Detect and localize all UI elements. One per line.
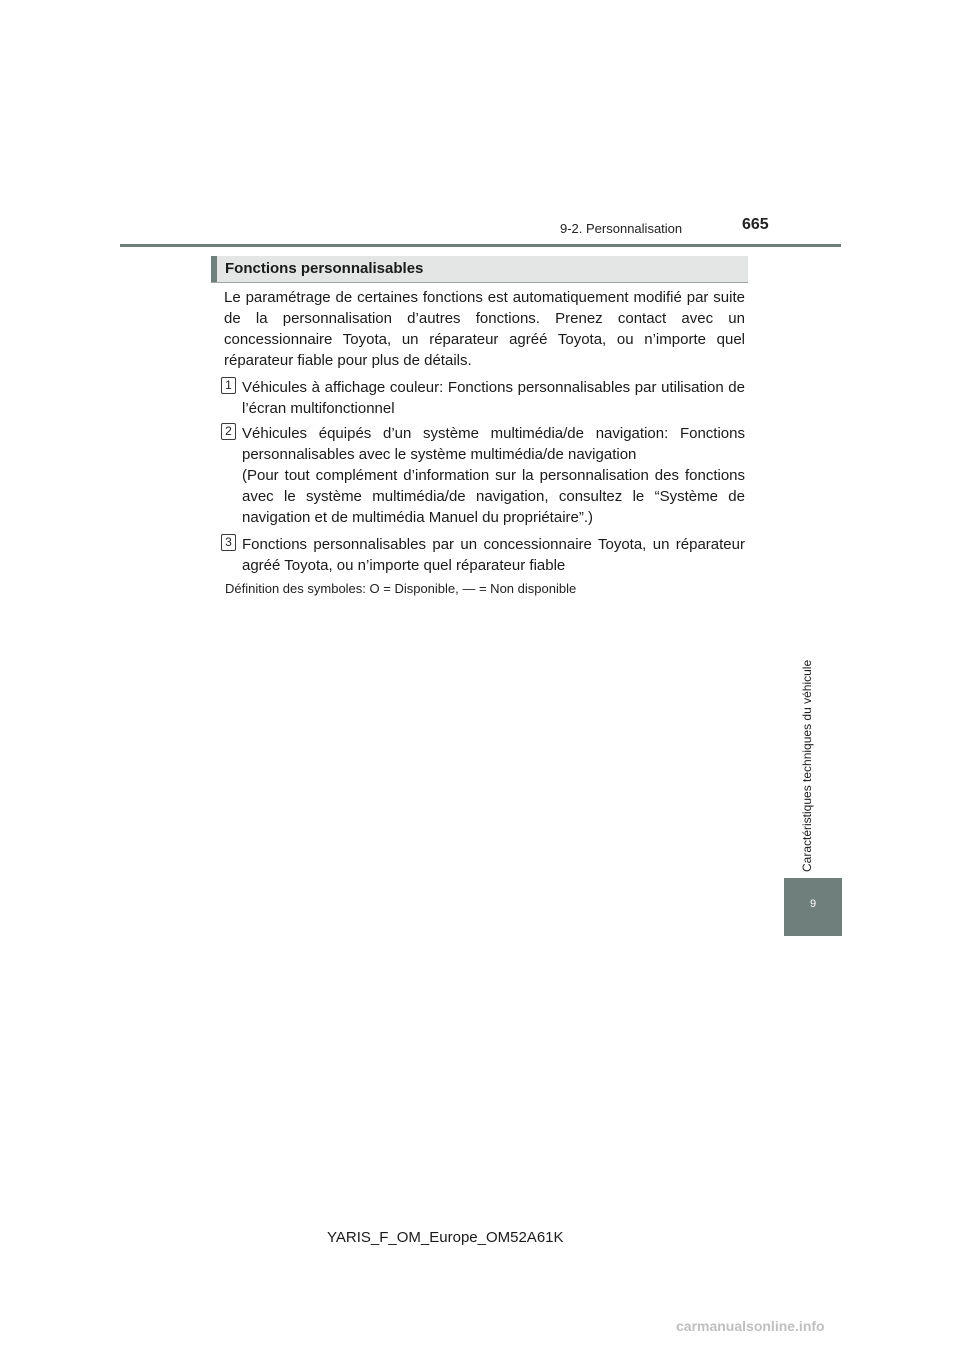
item-number-badge: 3 [221, 534, 236, 551]
item-number-badge: 2 [221, 423, 236, 440]
chapter-number: 9 [809, 898, 817, 910]
section-heading [211, 256, 748, 282]
header-rule [120, 244, 841, 247]
section-heading-title: Fonctions personnalisables [225, 260, 424, 277]
list-item-1: Véhicules à affichage couleur: Fonctions personnalisables par utilisation de l’écran multifonctionnel [242, 379, 745, 417]
intro-paragraph: Le paramétrage de certaines fonctions est automatiquement modifié par suite de la personnalisation d’autres fonctions. Prenez contact avec un concessionnaire Toyota, un réparateur agréé Toyota, ou n’importe quel réparateur fiable pour plus de détails. [224, 289, 745, 369]
list-item-2: Véhicules équipés d’un système multimédia/de navigation: Fonctions personnalisables avec le système multimédia/de navigation [242, 425, 745, 463]
list-item-3: Fonctions personnalisables par un concessionnaire Toyota, un réparateur agréé Toyota, ou n’importe quel réparateur fiable [242, 536, 745, 574]
section-heading-bar [211, 256, 217, 282]
list-item-2-note: (Pour tout complément d’information sur la personnalisation des fonctions avec le système multimédia/de navigation, consultez le “Système de navigation et de multimédia Manuel du propriétaire”.) [242, 467, 745, 526]
item-number-badge: 1 [221, 377, 236, 394]
chapter-tab [784, 878, 842, 936]
watermark: carmanualsonline.info [676, 1318, 825, 1334]
page-number: 665 [742, 216, 769, 233]
footer-document-code: YARIS_F_OM_Europe_OM52A61K [327, 1229, 564, 1246]
chapter-side-label: Caractéristiques techniques du véhicule [800, 659, 814, 872]
section-underline [211, 282, 748, 283]
symbols-legend: Définition des symboles: O = Disponible, — = Non disponible [225, 581, 577, 596]
header-section-title: 9-2. Personnalisation [560, 221, 683, 236]
